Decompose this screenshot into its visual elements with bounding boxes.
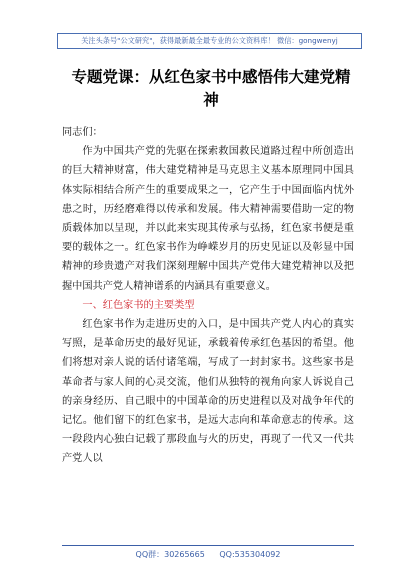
body-paragraph: 作为中国共产党的先驱在探索救国救民道路过程中所创造出的巨大精神财富，伟大建党精神是马克思主义基本原理同中国具体实际相结合所产生的重要成果之一，它产生于中国面临内忧外患之时，历经磨难得以传承和发展。伟大精神需要借助一定的物质载体加以呈现，并以此来实现其传承与弘扬，红色家书便是重要的载体之一。红色家书作为峥嵘岁月的历史见证以及彰显中国精神的珍贵遗产对我们深刻理解中国共产党伟大建党精神以及把握中国共产党人精神谱系的内涵具有重要意义。: [62, 146, 354, 292]
salutation: 同志们：: [62, 127, 103, 138]
footer-qq: QQ:535304092: [219, 550, 281, 559]
document-title: 专题党课：从红色家书中感悟伟大建党精神: [71, 68, 351, 109]
footer-qq-group: QQ群：30265665: [135, 550, 205, 559]
footer-divider: [62, 545, 354, 546]
footer: [62, 549, 354, 561]
section-heading: 一、红色家书的主要类型: [82, 299, 195, 311]
top-banner: 关注头条号"公文研究"，获得最新最全最专业的公文资料库！ 微信：gongwenyj: [57, 33, 362, 49]
document-body: [62, 123, 354, 469]
body-paragraph: 红色家书作为走进历史的入口，是中国共产党人内心的真实写照，是革命历史的最好见证，承载着传承红色基因的希望。他们将想对亲人说的话付诸笔端，写成了一封封家书。这些家书是革命者与家人间的心灵交流，他们从独特的视角向家人诉说自己的亲身经历、自己眼中的中国革命的历史进程以及对战争年代的记忆。他们留下的红色家书，是远大志向和革命意志的传承。这一段段内心独白记载了那段血与火的历史，再现了一代又一代共产党人以: [62, 319, 354, 465]
